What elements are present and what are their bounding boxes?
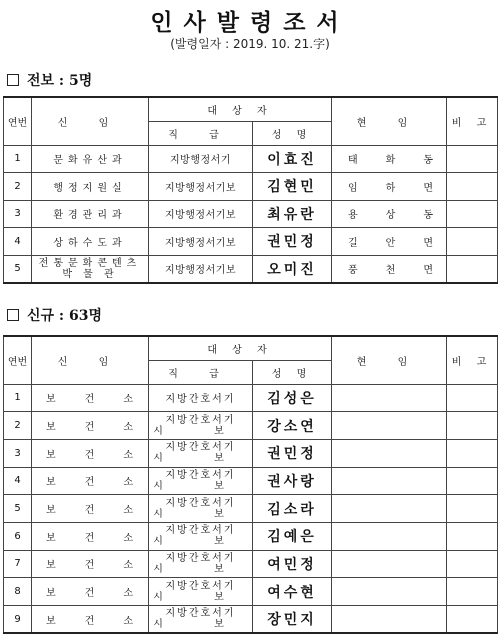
checkbox-icon	[7, 74, 19, 86]
row-no: 3	[4, 439, 32, 467]
current-post	[332, 578, 447, 606]
person-name: 권사랑	[253, 467, 332, 495]
header-name: 성 명	[253, 121, 332, 145]
table-row	[4, 522, 498, 550]
table-row	[4, 228, 498, 256]
header-no: 연번	[4, 97, 32, 145]
header-target: 대 상 자	[149, 97, 332, 121]
row-no: 4	[4, 228, 32, 256]
remarks	[447, 412, 498, 440]
rank: 지방간호서기	[149, 384, 253, 412]
transfer-heading-text: 전보 : 5명	[27, 73, 93, 89]
new-post: 보건소	[32, 439, 149, 467]
rank-line1: 지방간호서기	[165, 442, 236, 454]
current-post	[332, 495, 447, 523]
current-post: 풍천면	[332, 255, 447, 283]
transfer-table	[3, 96, 498, 284]
current-post	[332, 439, 447, 467]
header-target: 대 상 자	[149, 336, 332, 360]
rank-line2: 시 보	[153, 619, 248, 631]
new-post-line1: 전통문화콘텐츠	[38, 257, 142, 269]
rank-line1: 지방간호서기	[165, 497, 236, 509]
rank: 지방행정서기보	[149, 173, 253, 201]
row-no: 4	[4, 467, 32, 495]
rank-line1: 지방간호서기	[165, 525, 236, 537]
new-post: 보건소	[32, 578, 149, 606]
table-row	[4, 200, 498, 228]
row-no: 5	[4, 495, 32, 523]
rank-line2: 시 보	[153, 425, 248, 437]
rank-line1: 지방간호서기	[165, 469, 236, 481]
new-post	[32, 255, 149, 283]
header-current-post: 현 임	[332, 336, 447, 384]
current-post: 태화동	[332, 145, 447, 173]
new-post: 상하수도과	[32, 228, 149, 256]
current-post	[332, 384, 447, 412]
new-post: 문화유산과	[32, 145, 149, 173]
new-post: 보건소	[32, 384, 149, 412]
table-row	[4, 606, 498, 634]
new-hire-heading-text: 신규 : 63명	[27, 308, 102, 324]
transfer-section-heading	[7, 70, 92, 90]
remarks	[447, 439, 498, 467]
row-no: 1	[4, 145, 32, 173]
rank-line1: 지방간호서기	[165, 552, 236, 564]
rank: 지방행정서기보	[149, 228, 253, 256]
table-row	[4, 578, 498, 606]
table-row	[4, 255, 498, 283]
current-post	[332, 550, 447, 578]
person-name: 권민정	[253, 228, 332, 256]
remarks	[447, 384, 498, 412]
table-row	[4, 439, 498, 467]
person-name: 강소연	[253, 412, 332, 440]
new-post: 보건소	[32, 412, 149, 440]
remarks	[447, 467, 498, 495]
person-name: 장민지	[253, 606, 332, 634]
rank	[149, 495, 253, 523]
rank-line1: 지방간호서기	[165, 608, 236, 620]
person-name: 여민정	[253, 550, 332, 578]
rank: 지방행정서기	[149, 145, 253, 173]
new-post: 보건소	[32, 495, 149, 523]
rank	[149, 522, 253, 550]
row-no: 7	[4, 550, 32, 578]
new-post-line2: 박 물 관	[62, 268, 118, 280]
rank	[149, 467, 253, 495]
row-no: 6	[4, 522, 32, 550]
person-name: 김현민	[253, 173, 332, 201]
table-row	[4, 173, 498, 201]
header-remarks: 비 고	[447, 97, 498, 145]
person-name: 김소라	[253, 495, 332, 523]
rank-line1: 지방간호서기	[165, 580, 236, 592]
remarks	[447, 495, 498, 523]
table-row	[4, 550, 498, 578]
issue-date: (발령일자 : 2019. 10. 21.字)	[170, 37, 330, 51]
rank	[149, 550, 253, 578]
header-new-post: 신 임	[32, 97, 149, 145]
rank	[149, 439, 253, 467]
rank-line2: 시 보	[153, 480, 248, 492]
remarks	[447, 550, 498, 578]
header-rank: 직 급	[149, 121, 253, 145]
new-hire-section-heading	[7, 305, 102, 325]
row-no: 8	[4, 578, 32, 606]
remarks	[447, 578, 498, 606]
new-post: 보건소	[32, 550, 149, 578]
remarks	[447, 606, 498, 634]
rank-line2: 시 보	[153, 536, 248, 548]
current-post	[332, 467, 447, 495]
row-no: 5	[4, 255, 32, 283]
header-current-post: 현 임	[332, 97, 447, 145]
person-name: 여수현	[253, 578, 332, 606]
rank-line1: 지방간호서기	[165, 414, 236, 426]
current-post: 임하면	[332, 173, 447, 201]
new-post: 보건소	[32, 467, 149, 495]
header-new-post: 신 임	[32, 336, 149, 384]
new-post: 보건소	[32, 606, 149, 634]
current-post: 길안면	[332, 228, 447, 256]
header-remarks: 비 고	[447, 336, 498, 384]
rank-line2: 시 보	[153, 591, 248, 603]
table-row	[4, 495, 498, 523]
rank-line2: 시 보	[153, 563, 248, 575]
current-post	[332, 522, 447, 550]
row-no: 2	[4, 412, 32, 440]
rank-line2: 시 보	[153, 508, 248, 520]
current-post	[332, 606, 447, 634]
document-title: 인사발령조서	[150, 9, 350, 36]
header-name: 성 명	[253, 360, 332, 384]
rank	[149, 606, 253, 634]
header-no: 연번	[4, 336, 32, 384]
new-post: 환경관리과	[32, 200, 149, 228]
rank	[149, 412, 253, 440]
rank: 지방행정서기보	[149, 200, 253, 228]
row-no: 1	[4, 384, 32, 412]
row-no: 2	[4, 173, 32, 201]
person-name: 최유란	[253, 200, 332, 228]
table-row	[4, 145, 498, 173]
rank-line2: 시 보	[153, 453, 248, 465]
new-hire-table	[3, 335, 498, 634]
header-rank: 직 급	[149, 360, 253, 384]
checkbox-icon	[7, 309, 19, 321]
rank	[149, 578, 253, 606]
new-post: 보건소	[32, 522, 149, 550]
person-name: 이효진	[253, 145, 332, 173]
remarks	[447, 522, 498, 550]
rank: 지방행정서기보	[149, 255, 253, 283]
current-post: 용상동	[332, 200, 447, 228]
table-row	[4, 412, 498, 440]
person-name: 김예은	[253, 522, 332, 550]
person-name: 김성은	[253, 384, 332, 412]
person-name: 오미진	[253, 255, 332, 283]
table-row	[4, 467, 498, 495]
row-no: 9	[4, 606, 32, 634]
person-name: 권민정	[253, 439, 332, 467]
new-post: 행정지원실	[32, 173, 149, 201]
table-row	[4, 384, 498, 412]
current-post	[332, 412, 447, 440]
row-no: 3	[4, 200, 32, 228]
